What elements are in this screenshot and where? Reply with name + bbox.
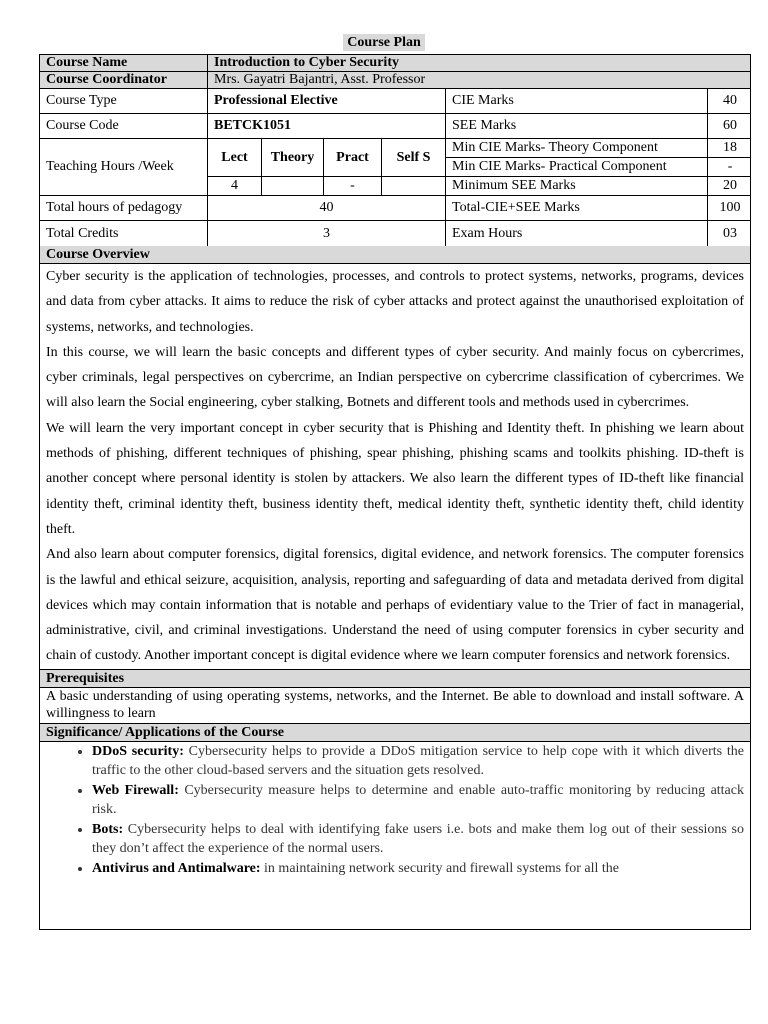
hours-header-theory: Theory <box>262 139 324 177</box>
total-marks-value: 100 <box>708 196 752 221</box>
min-cie-theory-label: Min CIE Marks- Theory Component <box>446 139 708 158</box>
ddos-security-text: Cybersecurity helps to provide a DDoS mitigation service to help cope with it which diverts the traffic to the other cloud-based servers and the situation gets resolved. <box>92 743 744 779</box>
hours-value-lect: 4 <box>208 177 262 196</box>
see-marks-label: SEE Marks <box>446 114 708 139</box>
course-overview-heading: Course Overview <box>40 246 750 264</box>
min-see-value: 20 <box>708 177 752 196</box>
pedagogy-hours-value: 40 <box>208 196 446 221</box>
course-plan-document <box>39 54 751 930</box>
teaching-hours-label: Teaching Hours /Week <box>40 139 208 196</box>
pedagogy-hours-label: Total hours of pedagogy <box>40 196 208 221</box>
web-firewall-term: Web Firewall: <box>92 782 179 798</box>
course-coordinator-value: Mrs. Gayatri Bajantri, Asst. Professor <box>208 72 752 89</box>
hours-header-self-study: Self S <box>382 139 446 177</box>
course-name-value: Introduction to Cyber Security <box>208 55 752 72</box>
total-credits-label: Total Credits <box>40 221 208 247</box>
hours-header-lect: Lect <box>208 139 262 177</box>
bots-term: Bots: <box>92 821 124 837</box>
list-item <box>92 859 744 879</box>
cie-marks-label: CIE Marks <box>446 89 708 114</box>
antivirus-text: in maintaining network security and firewall systems for all the <box>260 860 620 876</box>
prerequisites-heading: Prerequisites <box>40 670 750 688</box>
exam-hours-value: 03 <box>708 221 752 247</box>
overview-paragraph: In this course, we will learn the basic concepts and different types of cyber security. And mainly focus on cybercrimes, cyber criminals, legal perspectives on cybercrime, an Indian perspective on cybercrime classification of cybercrimes. We will also learn the Social engineering, cyber stalking, Botnets and different tools and methods used in cybercrimes. <box>46 344 744 411</box>
overview-paragraph: Cyber security is the application of technologies, processes, and controls to protect systems, networks, programs, devices and data from cyber attacks. It aims to reduce the risk of cyber attacks and protect against the unauthorised exploitation of systems, networks, and technologies. <box>46 269 744 335</box>
course-coordinator-label: Course Coordinator <box>40 72 208 89</box>
see-marks-value: 60 <box>708 114 752 139</box>
min-cie-theory-value: 18 <box>708 139 752 158</box>
applications-list <box>40 742 750 879</box>
applications-heading: Significance/ Applications of the Course <box>40 724 750 742</box>
overview-paragraph: We will learn the very important concept in cyber security that is Phishing and Identity theft. In phishing we learn about methods of phishing, different techniques of phishing, spear phishing, phishing scams and toolkits phishing. ID-theft is another concept where personal identity is stolen by attackers. We also learn the different types of ID-theft like financial identity theft, criminal identity theft, business identity theft, medical identity theft, synthetic identity theft, child identity theft. <box>46 420 744 537</box>
course-overview-body <box>40 264 750 670</box>
min-see-label: Minimum SEE Marks <box>446 177 708 196</box>
course-type-label: Course Type <box>40 89 208 114</box>
antivirus-term: Antivirus and Antimalware: <box>92 860 261 876</box>
list-item <box>92 742 744 781</box>
course-info-table <box>39 54 751 247</box>
cie-marks-value: 40 <box>708 89 752 114</box>
course-code-value: BETCK1051 <box>208 114 446 139</box>
total-marks-label: Total-CIE+SEE Marks <box>446 196 708 221</box>
list-item <box>92 820 744 859</box>
min-cie-practical-label: Min CIE Marks- Practical Component <box>446 158 708 177</box>
course-type-value: Professional Elective <box>208 89 446 114</box>
page-title: Course Plan <box>343 34 425 51</box>
overview-paragraph: And also learn about computer forensics, digital forensics, digital evidence, and network forensics. The computer forensics is the lawful and ethical seizure, acquisition, analysis, reporting and safeguarding of data and metadata derived from digital devices which may contain information that is notable and perhaps of evidentiary value to the Trier of fact in managerial, administrative, civil, and criminal investigations. Understand the need of using computer forensics in cyber security and chain of custody. Another important concept is digital evidence where we learn computer forensics and network forensics. <box>46 547 744 664</box>
course-name-label: Course Name <box>40 55 208 72</box>
hours-header-pract: Pract <box>324 139 382 177</box>
hours-value-self-study <box>382 177 446 196</box>
list-item <box>92 781 744 820</box>
exam-hours-label: Exam Hours <box>446 221 708 247</box>
hours-value-pract: - <box>324 177 382 196</box>
web-firewall-text: Cybersecurity measure helps to determine and enable auto-traffic monitoring by reducing attack risk. <box>92 782 744 818</box>
ddos-security-term: DDoS security: <box>92 743 184 759</box>
bots-text: Cybersecurity helps to deal with identifying fake users i.e. bots and make them log out of their sessions so they don’t affect the experience of the normal users. <box>92 821 744 857</box>
total-credits-value: 3 <box>208 221 446 247</box>
prerequisites-text: A basic understanding of using operating systems, networks, and the Internet. Be able to download and install software. A willingness to learn <box>40 688 750 724</box>
course-code-label: Course Code <box>40 114 208 139</box>
min-cie-practical-value: - <box>708 158 752 177</box>
hours-value-theory <box>262 177 324 196</box>
